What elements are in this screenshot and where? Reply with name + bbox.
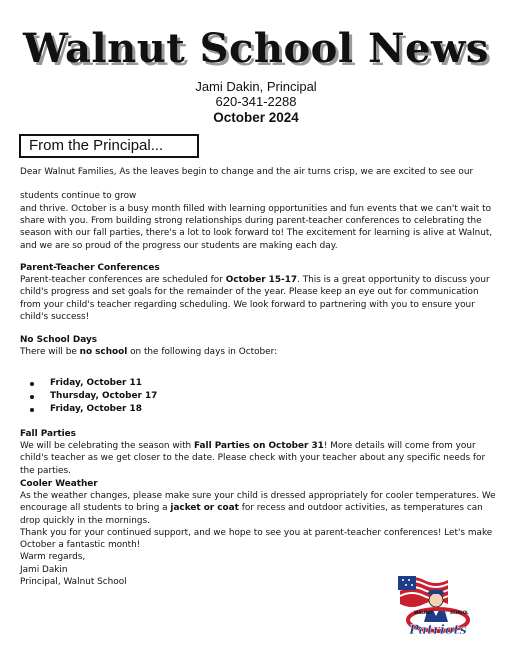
- cooler-weather-text: As the weather changes, please make sure your child is dressed appropriately for cooler temperatures. We encourage all students to bring a jacket or coat for recess and outdoor activities, as temperatures can drop quickly in the mornings.: [20, 491, 496, 526]
- principal-name: Jami Dakin, Principal: [195, 79, 317, 94]
- no-school-section: [20, 334, 498, 358]
- closing-title: Principal, Walnut School: [20, 576, 127, 587]
- intro-paragraph: and thrive. October is a busy month filled with learning opportunities and fun events that we can't wait to share with you. From building strong relationships during parent-teacher conferences to celebrating the season with our fall parties, there's a lot to look forward to! The excitement for learning is alive at Walnut, and we are so proud of the progress our students are making each day.: [20, 204, 493, 251]
- newsletter-title: Walnut School News: [23, 25, 489, 72]
- fall-parties-section: [20, 428, 498, 477]
- conferences-heading: Parent-Teacher Conferences: [20, 263, 160, 273]
- logo-top-left: WALNUT: [414, 610, 434, 615]
- logo-top-right: SCHOOL: [450, 610, 469, 615]
- school-phone: 620-341-2288: [215, 94, 297, 109]
- closing-thanks: Thank you for your continued support, and we hope to see you at parent-teacher conferences! Let's make October a fantastic month!: [20, 528, 493, 551]
- intro-line-1: Dear Walnut Families, As the leaves begin to change and the air turns crisp, we are excited to see our: [20, 167, 474, 177]
- fall-parties-text: We will be celebrating the season with Fall Parties on October 31! More details will come from your child's teacher as we get closer to the date. Please check with your teacher about any specific needs for the parties.: [20, 441, 486, 476]
- conferences-section: [20, 262, 498, 323]
- closing-regards: Warm regards,: [20, 552, 86, 563]
- logo-word: Patriots: [409, 623, 467, 638]
- intro-line-2: students continue to grow: [20, 191, 137, 201]
- patriots-logo-icon: [392, 570, 476, 642]
- section-title-box: [19, 134, 199, 158]
- issue-date: October 2024: [213, 110, 299, 125]
- list-item: Thursday, October 17: [30, 390, 157, 403]
- cooler-weather-heading: Cooler Weather: [20, 479, 98, 489]
- no-school-heading: No School Days: [20, 335, 98, 345]
- conferences-text: Parent-teacher conferences are scheduled for October 15-17. This is a great opportunity to discuss your child's progress and set goals for the remainder of the year. Please keep an eye out for communication from your child's teacher regarding scheduling. We look forward to partnering with you to ensure your child's success!: [20, 275, 490, 322]
- closing-name: Jami Dakin: [20, 564, 68, 575]
- list-item: Friday, October 11: [30, 377, 157, 390]
- no-school-days-list: [30, 377, 157, 416]
- fall-parties-heading: Fall Parties: [20, 429, 76, 439]
- list-item: Friday, October 18: [30, 403, 157, 416]
- cooler-weather-section: [20, 478, 498, 527]
- section-title: From the Principal...: [29, 137, 164, 154]
- conference-dates: October 15-17: [225, 275, 298, 286]
- no-school-text: There will be no school on the following days in October:: [20, 347, 278, 358]
